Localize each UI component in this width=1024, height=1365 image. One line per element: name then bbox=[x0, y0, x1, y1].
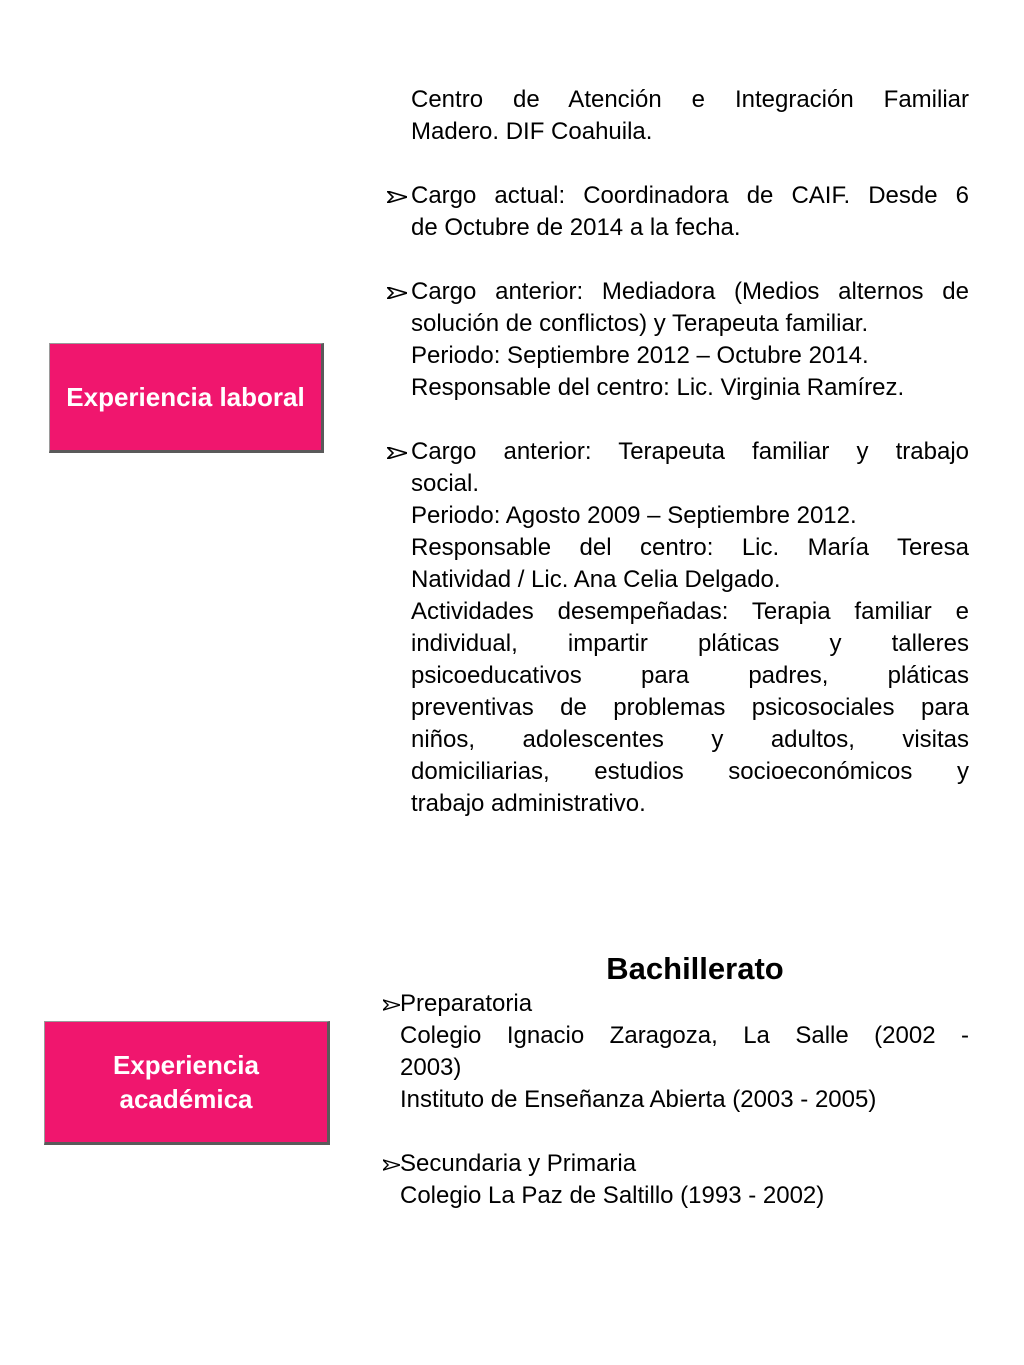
experiencia-academica-content bbox=[381, 950, 969, 1212]
item-line: Cargo anterior: Mediadora (Medios alternos de bbox=[411, 278, 969, 305]
arrow-bullet-icon bbox=[381, 1148, 400, 1180]
item-line: preventivas de problemas psicosociales para bbox=[411, 694, 969, 721]
item-title: Preparatoria bbox=[400, 990, 533, 1017]
item-line: individual, impartir pláticas y talleres bbox=[411, 630, 969, 657]
secundaria-primaria-item bbox=[381, 1148, 969, 1212]
experiencia-academica-line2: académica bbox=[119, 1084, 253, 1114]
item-line: 2003) bbox=[400, 1054, 462, 1081]
arrow-bullet-icon bbox=[381, 988, 400, 1020]
item-line: domiciliarias, estudios socioeconómicos y bbox=[411, 758, 969, 785]
item-line: Responsable del centro: Lic. Virginia Ramírez. bbox=[411, 374, 905, 401]
item-line: Responsable del centro: Lic. María Teresa bbox=[411, 534, 969, 561]
item-line: Colegio La Paz de Saltillo (1993 - 2002) bbox=[400, 1182, 825, 1209]
item-line: Periodo: Agosto 2009 – Septiembre 2012. bbox=[411, 502, 857, 529]
experiencia-laboral-label bbox=[49, 343, 324, 453]
arrow-bullet-icon bbox=[385, 180, 411, 212]
item-line: Actividades desempeñadas: Terapia familiar e bbox=[411, 598, 969, 625]
item-line: niños, adolescentes y adultos, visitas bbox=[411, 726, 969, 753]
experiencia-academica-label bbox=[44, 1021, 330, 1145]
arrow-bullet-icon bbox=[385, 436, 411, 468]
experiencia-laboral-content bbox=[385, 84, 969, 820]
item-line: Colegio Ignacio Zaragoza, La Salle (2002 - bbox=[400, 1022, 969, 1049]
item-line: solución de conflictos) y Terapeuta familiar. bbox=[411, 310, 869, 337]
preparatoria-item bbox=[381, 988, 969, 1116]
item-line: social. bbox=[411, 470, 480, 497]
experiencia-laboral-text: Experiencia laboral bbox=[66, 382, 305, 412]
cargo-anterior-terapeuta-item bbox=[385, 436, 969, 820]
item-line: de Octubre de 2014 a la fecha. bbox=[411, 214, 741, 241]
item-line: psicoeducativos para padres, pláticas bbox=[411, 662, 969, 689]
bachillerato-heading: Bachillerato bbox=[606, 951, 784, 986]
intro-line: Madero. DIF Coahuila. bbox=[411, 118, 653, 145]
item-line: trabajo administrativo. bbox=[411, 790, 646, 817]
intro-line: Centro de Atención e Integración Familiar bbox=[411, 86, 969, 113]
item-line: Natividad / Lic. Ana Celia Delgado. bbox=[411, 566, 781, 593]
item-line: Cargo anterior: Terapeuta familiar y trabajo bbox=[411, 438, 969, 465]
arrow-bullet-icon bbox=[385, 276, 411, 308]
experiencia-academica-text bbox=[113, 1048, 259, 1116]
item-line: Instituto de Enseñanza Abierta (2003 - 2005) bbox=[400, 1086, 877, 1113]
cargo-actual-item bbox=[385, 180, 969, 244]
item-line: Cargo actual: Coordinadora de CAIF. Desde 6 bbox=[411, 182, 969, 209]
item-line: Periodo: Septiembre 2012 – Octubre 2014. bbox=[411, 342, 869, 369]
experiencia-academica-line1: Experiencia bbox=[113, 1050, 259, 1080]
item-title: Secundaria y Primaria bbox=[400, 1150, 637, 1177]
cargo-anterior-mediadora-item bbox=[385, 276, 969, 404]
